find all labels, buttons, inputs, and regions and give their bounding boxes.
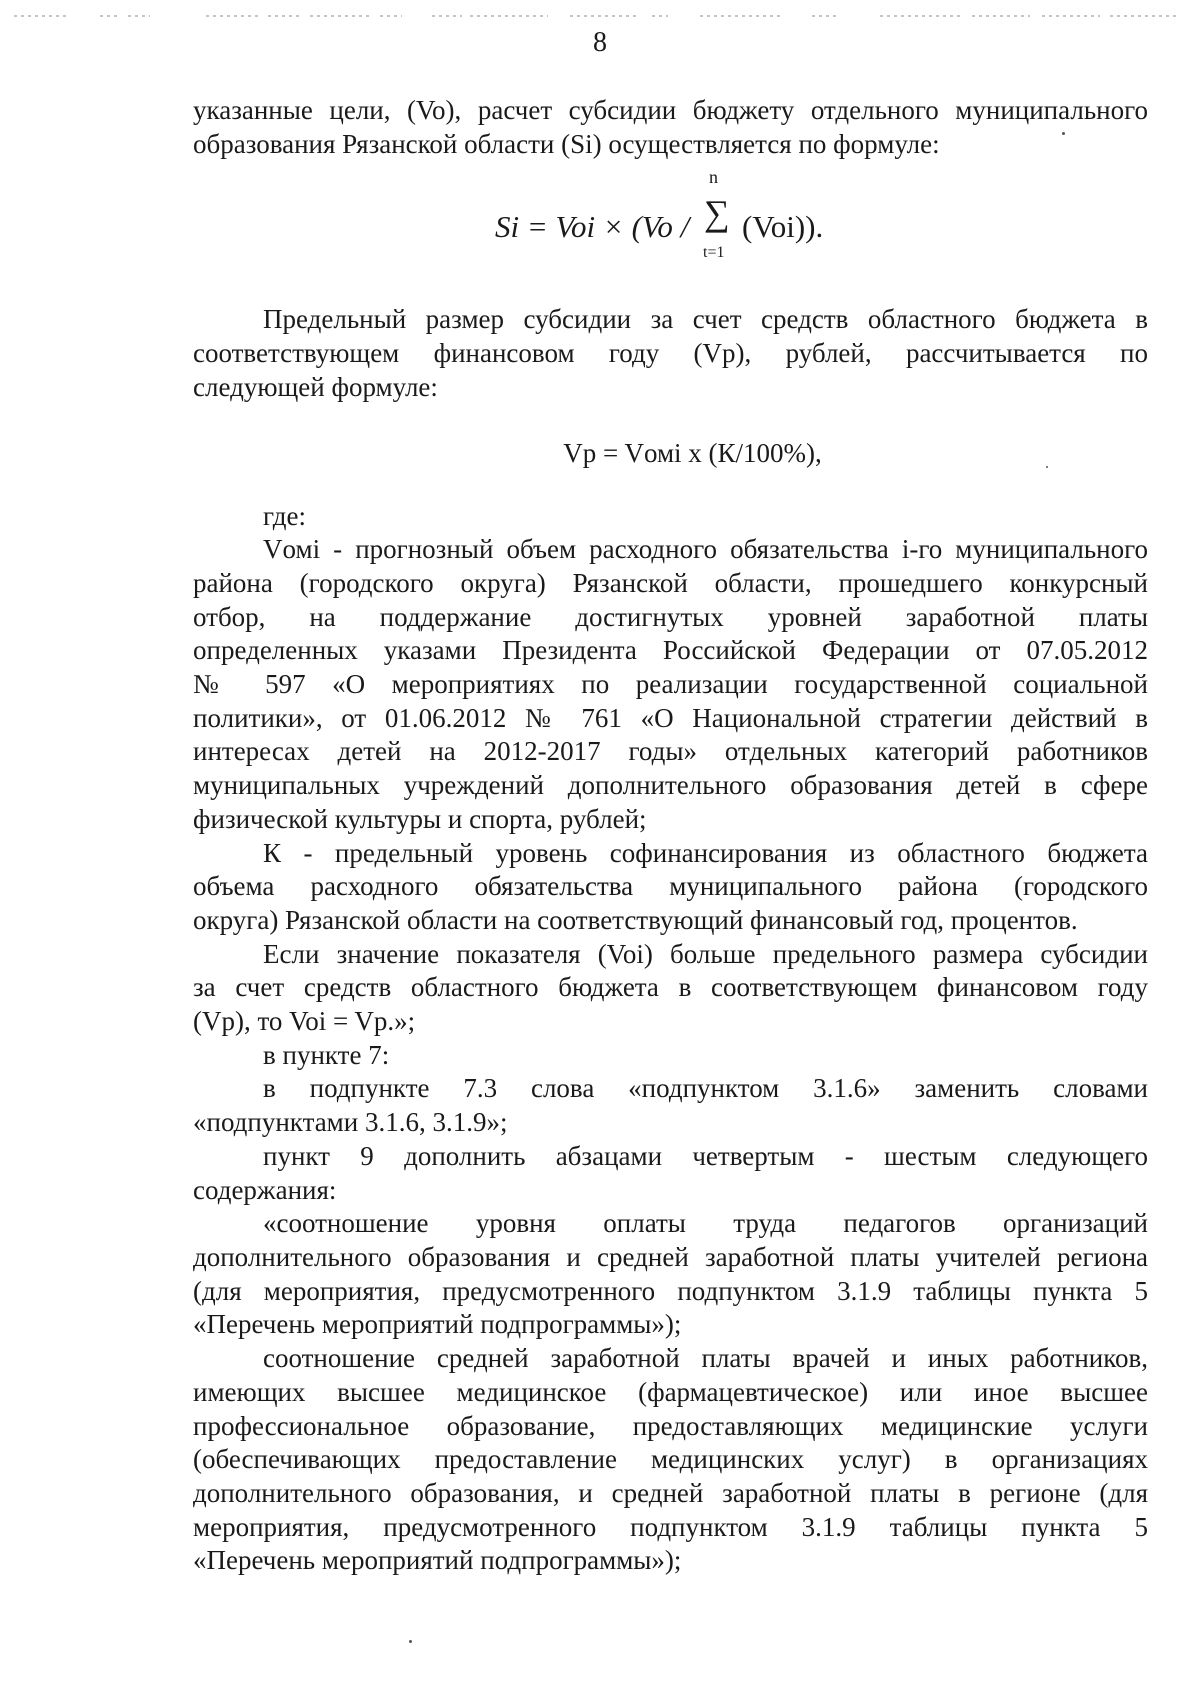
ratio-doctors-paragraph [193,1342,1148,1578]
text-line: Vомi - прогнозный объем расходного обязательства i-го муниципального [263,534,1148,565]
text-line: указанные цели, (Vo), расчет субсидии бюджету отдельного муниципального [193,95,1148,125]
text-line: мероприятия, предусмотренного подпунктом 3.1.9 таблицы пункта 5 [193,1511,1148,1542]
subpoint-7-3 [193,1072,1148,1139]
text-line: (Vp), то Voi = Vp.»; [193,1006,416,1037]
text-line: округа) Рязанской области на соответствующий финансовый год, процентов. [193,904,1078,935]
point-9-amendment [193,1140,1148,1207]
limit-paragraph [193,303,1148,404]
text-line: образования Рязанской области (Si) осуществляется по формуле: [193,128,940,159]
scan-speck [1046,466,1048,468]
text-line: соотношение средней заработной платы врачей и иных работников, [263,1343,1148,1374]
page-number: 8 [593,27,607,58]
text-line: (обеспечивающих предоставление медицинских услуг) в организациях [193,1444,1148,1475]
text-line: (для мероприятия, предусмотренного подпунктом 3.1.9 таблицы пункта 5 [193,1275,1148,1306]
text-line: «Перечень мероприятий подпрограммы»); [193,1545,682,1576]
ratio-teachers-paragraph [193,1207,1148,1342]
limit-formula: Vp = Vомi x (К/100%), [563,437,822,468]
text-line: Предельный размер субсидии за счет средств областного бюджета в [263,304,1148,335]
text-line: профессиональное образование, предоставляющих медицинские услуги [193,1410,1148,1441]
text-line: содержания: [193,1174,337,1205]
scan-speck [409,1640,412,1643]
text-line: пункт 9 дополнить абзацами четвертым - шестым следующего [263,1140,1148,1171]
text-line: физической культуры и спорта, рублей; [193,803,647,834]
text-line: района (городского округа) Рязанской области, прошедшего конкурсный [193,567,1148,598]
text-line: Если значение показателя (Voi) больше предельного размера субсидии [263,938,1148,969]
sum-lower-limit: t=1 [703,244,725,262]
sum-upper-limit: n [709,167,718,188]
text-line: «подпунктами 3.1.6, 3.1.9»; [193,1107,508,1138]
formula-lhs: Si = Voi × (Vo / [495,209,690,245]
text-line: «соотношение уровня оплаты труда педагогов организаций [263,1208,1148,1239]
formula-rhs: (Voi)). [742,209,824,245]
intro-paragraph [193,94,1148,161]
text-line: за счет средств областного бюджета в соответствующем финансовом году [193,972,1148,1003]
text-line: политики», от 01.06.2012 № 761 «О Национальной стратегии действий в [193,702,1148,733]
text-line: № 597 «О мероприятиях по реализации государственной социальной [193,669,1148,700]
text-line: определенных указами Президента Российской Федерации от 07.05.2012 [193,635,1148,666]
where-label: где: [263,500,306,531]
scan-speck [1062,132,1065,135]
document-body [193,94,1148,1578]
text-line: объема расходного обязательства муниципального района (городского [193,871,1148,902]
text-line: дополнительного образования, и средней заработной платы в регионе (для [193,1477,1148,1508]
vomi-definition [193,533,1148,836]
sum-symbol: ∑ [704,193,730,234]
scan-edge-noise [0,12,1200,20]
k-definition [193,837,1148,938]
point-7-line: в пункте 7: [263,1039,390,1070]
text-line: «Перечень мероприятий подпрограммы»); [193,1309,682,1340]
text-line: следующей формуле: [193,371,438,402]
text-line: соответствующем финансовом году (Vp), рублей, рассчитывается по [193,338,1148,369]
text-line: интересах детей на 2012-2017 годы» отдельных категорий работников [193,736,1148,767]
subsidy-formula [193,161,1148,289]
text-line: дополнительного образования и средней заработной платы учителей региона [193,1241,1148,1272]
text-line: К - предельный уровень софинансирования из областного бюджета [263,837,1148,868]
text-line: муниципальных учреждений дополнительного образования детей в сфере [193,770,1148,801]
text-line: имеющих высшее медицинское (фармацевтическое) или иное высшее [193,1376,1148,1407]
voi-condition [193,938,1148,1039]
text-line: отбор, на поддержание достигнутых уровней заработной платы [193,601,1148,632]
text-line: в подпункте 7.3 слова «подпунктом 3.1.6» заменить словами [263,1073,1148,1104]
